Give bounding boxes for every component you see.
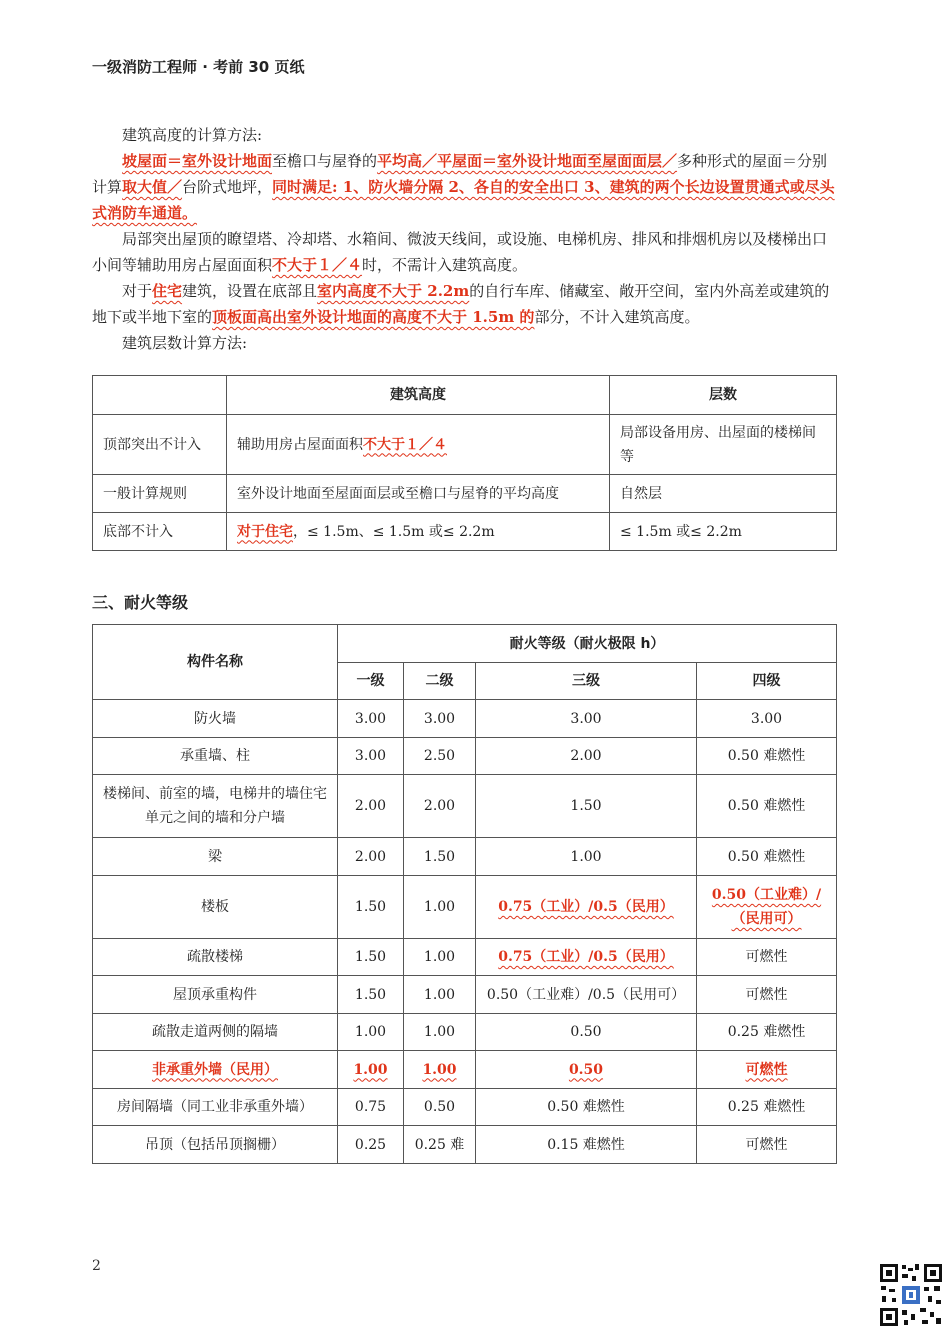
component-name: 疏散走道两侧的隔墙 [93,1014,338,1051]
building-height-section [92,122,837,356]
value-cell: 0.50 难燃性 [697,775,837,838]
value-cell: 0.50（工业难）/0.5（民用可） [476,976,697,1014]
highlight-text: 室内高度不大于 2.2m [317,282,470,300]
table-row [93,1089,837,1126]
body-text: 对于 [122,282,153,300]
body-text: 辅助用房占屋面面积 [237,436,363,453]
table-header-component: 构件名称 [93,625,338,700]
table-row [93,976,837,1014]
row-height-rule [227,513,610,551]
highlight-text: 不大于１／４ [272,256,363,274]
highlight-text: 对于住宅 [237,523,293,540]
fire-resistance-table [92,624,837,1164]
value-cell: 2.50 [404,738,476,775]
value-cell: 3.00 [338,700,404,738]
highlight-text: 坡屋面＝室外设计地面 [122,152,273,170]
value-cell [476,939,697,976]
heading-floors-method: 建筑层数计算方法: [122,334,248,352]
highlight-text: 取大值／ [122,178,183,196]
value-cell: 1.00 [404,939,476,976]
value-cell: 0.25 难 [404,1126,476,1164]
row-label: 底部不计入 [93,513,227,551]
component-name: 楼梯间、前室的墙，电梯井的墙住宅单元之间的墙和分户墙 [93,775,338,838]
row-floors-rule: 局部设备用房、出屋面的楼梯间等 [610,415,837,475]
table-header-level: 四级 [697,663,837,700]
body-text: 室外设计地面至屋面面层或至檐口与屋脊的平均高度 [237,485,559,502]
value-cell: 1.00 [476,838,697,876]
page-header: 一级消防工程师 · 考前 30 页纸 [92,58,305,76]
value-cell: 0.50 [404,1089,476,1126]
body-text: 局部突出屋顶的瞭望塔、冷却塔、水箱间、微波天线间，或设施、电梯机房、排风和排烟机房以及楼梯出口小间等辅助用房占屋面面积 [92,230,828,274]
paragraph-residential-base [92,278,837,330]
body-text: 的自行车库、储藏室、敞开空间，室内外高差或建筑的地下或半地下室的 [92,282,830,326]
value-cell [697,876,837,939]
value-cell: 1.50 [476,775,697,838]
table-header-height: 建筑高度 [227,376,610,415]
table-row [93,838,837,876]
body-text: 至檐口与屋脊的 [272,152,378,170]
table-header-empty [93,376,227,415]
table-header-group: 耐火等级（耐火极限 h） [338,625,837,663]
highlight-text: 非承重外墙（民用） [152,1061,278,1078]
row-label: 一般计算规则 [93,475,227,513]
table-row [93,1126,837,1164]
value-cell: 3.00 [338,738,404,775]
value-cell [338,1051,404,1089]
value-cell: 2.00 [404,775,476,838]
component-name: 防火墙 [93,700,338,738]
highlight-text: 平均高／平屋面＝室外设计地面至屋面面层／ [377,152,678,170]
row-label: 顶部突出不计入 [93,415,227,475]
table-row [93,415,837,475]
highlight-text: 0.75（工业）/0.5（民用） [498,899,674,915]
value-cell: 1.50 [338,876,404,939]
highlight-text: 同时满足: 1、防火墙分隔 2、各自的安全出口 3、建筑的两个长边设置贯通式或尽头式消防车通道。 [92,178,835,222]
table-header-level: 一级 [338,663,404,700]
value-cell: 可燃性 [697,976,837,1014]
value-cell: 0.25 [338,1126,404,1164]
table-row [93,475,837,513]
row-floors-rule: 自然层 [610,475,837,513]
value-cell: 3.00 [476,700,697,738]
body-text: 多种形式的屋面＝分别计算 [92,152,828,196]
highlight-text: 0.75（工业）/0.5（民用） [498,949,674,965]
height-floors-table [92,375,837,551]
value-cell: 1.50 [338,939,404,976]
value-cell: 1.00 [338,1014,404,1051]
table-header-row [93,625,837,663]
value-cell: 1.00 [404,876,476,939]
body-text: ，≤ 1.5m、≤ 1.5m 或≤ 2.2m [293,523,495,540]
value-cell: 0.25 难燃性 [697,1089,837,1126]
table-row [93,700,837,738]
highlight-text: 1.00 [422,1061,457,1078]
value-cell [404,1051,476,1089]
value-cell: 0.50 难燃性 [476,1089,697,1126]
component-name: 房间隔墙（同工业非承重外墙） [93,1089,338,1126]
value-cell: 2.00 [476,738,697,775]
table-row [93,1051,837,1089]
body-text: 台阶式地坪， [182,178,273,196]
paragraph-roof-types [92,148,837,226]
highlight-text: 住宅 [152,282,183,300]
value-cell: 0.50 难燃性 [697,838,837,876]
value-cell [476,876,697,939]
paragraph-roof-protrusions [92,226,837,278]
body-text: 部分，不计入建筑高度。 [534,308,700,326]
page-number: 2 [92,1258,101,1274]
table-header-row [93,376,837,415]
row-height-rule [227,415,610,475]
table-row [93,738,837,775]
table-row [93,939,837,976]
value-cell: 可燃性 [697,939,837,976]
value-cell: 0.75 [338,1089,404,1126]
highlight-text: 可燃性 [745,1061,788,1078]
value-cell: 0.50 难燃性 [697,738,837,775]
component-name: 承重墙、柱 [93,738,338,775]
body-text: 时，不需计入建筑高度。 [362,256,528,274]
heading-height-method: 建筑高度的计算方法: [122,126,263,144]
table-row [93,876,837,939]
component-name: 屋顶承重构件 [93,976,338,1014]
component-name: 疏散楼梯 [93,939,338,976]
value-cell: 1.00 [404,976,476,1014]
value-cell: 1.00 [404,1014,476,1051]
table-header-level: 二级 [404,663,476,700]
value-cell: 0.15 难燃性 [476,1126,697,1164]
value-cell [697,1051,837,1089]
component-name [93,1051,338,1089]
value-cell: 3.00 [697,700,837,738]
value-cell: 可燃性 [697,1126,837,1164]
value-cell: 1.50 [404,838,476,876]
highlight-text: 0.50（工业难）/（民用可） [711,887,822,927]
body-text: 建筑，设置在底部且 [182,282,318,300]
highlight-text: 顶板面高出室外设计地面的高度不大于 1.5m 的 [212,308,535,326]
table-row [93,775,837,838]
table-header-floors: 层数 [610,376,837,415]
table-header-level: 三级 [476,663,697,700]
value-cell: 0.25 难燃性 [697,1014,837,1051]
row-height-rule [227,475,610,513]
row-floors-rule: ≤ 1.5m 或≤ 2.2m [610,513,837,551]
value-cell: 0.50 [476,1014,697,1051]
highlight-text: 0.50 [568,1061,604,1078]
table-row [93,1014,837,1051]
value-cell: 2.00 [338,838,404,876]
section-title-fire-rating: 三、耐火等级 [92,593,189,612]
highlight-text: 1.00 [353,1061,388,1078]
value-cell: 3.00 [404,700,476,738]
highlight-text: 不大于１／４ [363,436,447,453]
qr-code-icon [878,1262,944,1328]
value-cell: 2.00 [338,775,404,838]
component-name: 梁 [93,838,338,876]
table-row [93,513,837,551]
component-name: 楼板 [93,876,338,939]
component-name: 吊顶（包括吊顶搁栅） [93,1126,338,1164]
value-cell: 1.50 [338,976,404,1014]
value-cell [476,1051,697,1089]
